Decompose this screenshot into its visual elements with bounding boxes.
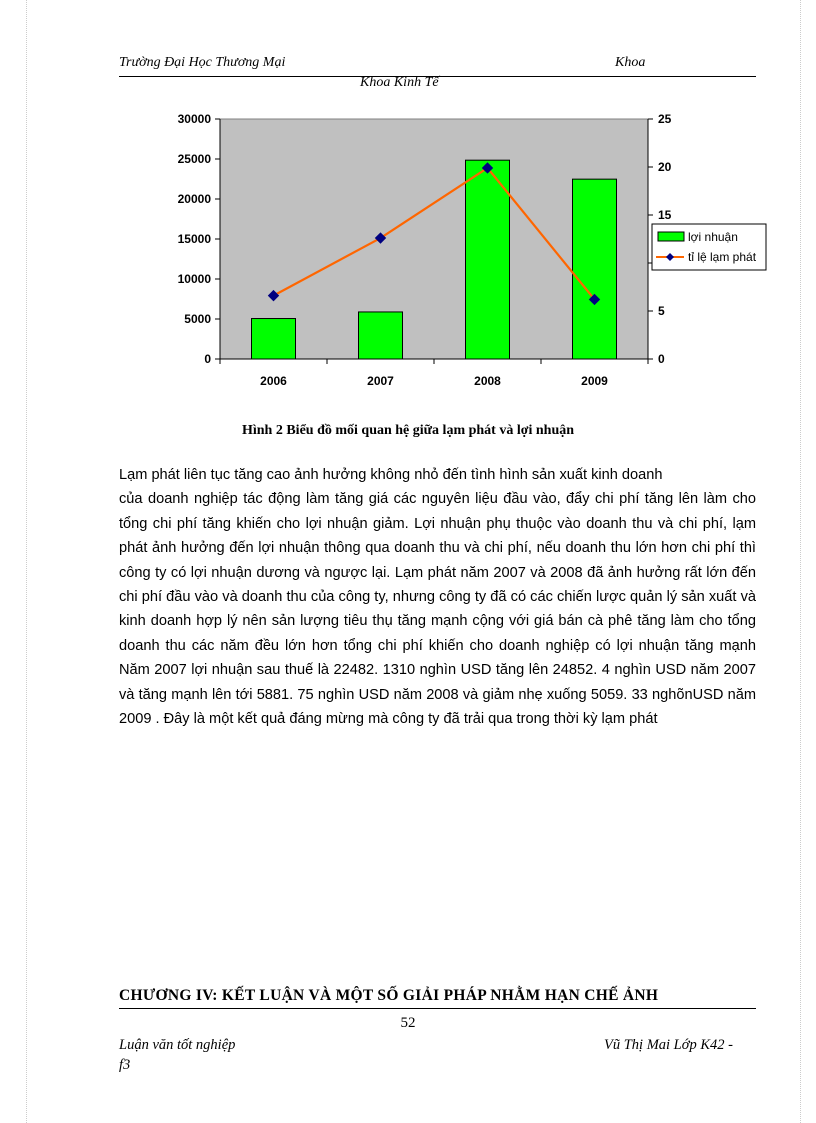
x-axis-tick-label: 2008 (474, 374, 501, 388)
left-axis-tick-label: 20000 (177, 192, 211, 206)
header-faculty-label: Khoa (615, 55, 646, 70)
footer-class-code: f3 (119, 1057, 131, 1073)
left-axis-tick-label: 5000 (184, 312, 211, 326)
chapter-heading: CHƯƠNG IV: KẾT LUẬN VÀ MỘT SỐ GIẢI PHÁP NHẰM HẠN CHẾ ẢNH (119, 987, 659, 1004)
x-axis-tick-label: 2009 (581, 374, 608, 388)
left-axis-tick-label: 10000 (177, 272, 211, 286)
header-faculty: Khoa Kinh Tế (360, 75, 439, 90)
bar-loi-nhuan (359, 312, 403, 359)
bar-loi-nhuan (466, 160, 510, 359)
paragraph-continuation: của doanh nghiệp tác động làm tăng giá các nguyên liệu đầu vào, đẩy chi phí tăng lên làm cho tổng chi phí tăng khiến cho lợi nhuận giảm. Lợi nhuận phụ thuộc vào doanh thu và chi phí, lạm phát ảnh hưởng đến lợi nhuận thông qua doanh thu và chi phí, nếu doanh thu lớn hơn chi phí thì công ty có lợi nhuận dương và ngược lại. Lạm phát năm 2007 và 2008 đã ảnh hưởng rất lớn đến chi phí đầu vào và doanh thu của công ty, nhưng công ty đã có các chiến lược quản lý sản xuất và kinh doanh hợp lý nên sản lượng tiêu thụ tăng mạnh cộng với giá bán cà phê tăng làm cho tổng doanh thu các năm đều lớn hơn tổng chi phí khiến cho doanh nghiệp có lợi nhuận tăng mạnh Năm 2007 lợi nhuận sau thuế là 22482. 1310 nghìn USD tăng lên 24852. 4 nghìn USD năm 2007 và tăng mạnh lên tới 5881. 75 nghìn USD năm 2008 và giảm nhẹ xuống 5059. 33 nghõnUSD năm 2009 . Đây là một kết quả đáng mừng mà công ty đã trải qua trong thời kỳ lạm phát (119, 491, 756, 728)
right-axis-tick-label: 15 (658, 208, 672, 222)
x-axis-tick-label: 2007 (367, 374, 394, 388)
header-school: Trường Đại Học Thương Mại (119, 55, 286, 70)
page-margin-guide (26, 0, 27, 1123)
footer-rule (119, 1008, 756, 1009)
page-margin-guide (800, 0, 801, 1123)
x-axis-tick-label: 2006 (260, 374, 287, 388)
bar-loi-nhuan (252, 319, 296, 359)
bar-loi-nhuan (573, 179, 617, 359)
left-axis-tick-label: 0 (204, 352, 211, 366)
left-axis-tick-label: 30000 (177, 112, 211, 126)
footer-thesis-label: Luận văn tốt nghiệp (119, 1037, 236, 1053)
figure-caption: Hình 2 Biểu đồ mối quan hệ giữa lạm phát và lợi nhuận (241, 423, 575, 438)
footer-author: Vũ Thị Mai Lớp K42 - (604, 1037, 733, 1053)
profit-inflation-chart (140, 100, 780, 400)
right-axis-tick-label: 0 (658, 352, 665, 366)
paragraph-first-line: Lạm phát liên tục tăng cao ảnh hưởng không nhỏ đến tình hình sản xuất kinh doanh (119, 467, 663, 483)
legend-label-loi-nhuan: lợi nhuận (688, 230, 738, 244)
legend-swatch-loi-nhuan (658, 232, 684, 241)
body-paragraph (119, 463, 756, 731)
chart-plot (178, 112, 766, 388)
right-axis-tick-label: 25 (658, 112, 672, 126)
legend-label-ti-le-lam-phat: tỉ lệ lạm phát (688, 250, 757, 264)
left-axis-tick-label: 25000 (177, 152, 211, 166)
page-number: 52 (400, 1015, 416, 1031)
right-axis-tick-label: 20 (658, 160, 672, 174)
left-axis-tick-label: 15000 (177, 232, 211, 246)
right-axis-tick-label: 5 (658, 304, 665, 318)
